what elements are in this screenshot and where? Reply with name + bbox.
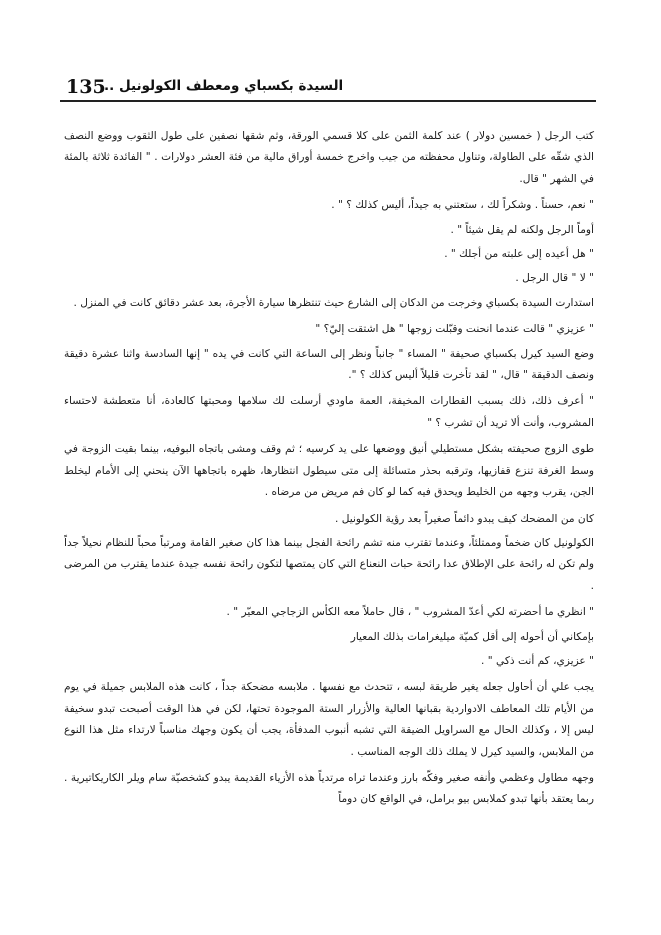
paragraph: " نعم، حسناً . وشكراً لك ، ستعتني به جيداً، أليس كذلك ؟ " . <box>331 199 594 212</box>
header-rule <box>60 100 596 102</box>
paragraph: كتب الرجل ( خمسين دولار ) عند كلمة الثمن على كلا قسمي الورقة، وثم شقها نصفين على طول الثقوب ووضع النصف الذي شقّه على الطاولة، وتناول محفظته من جيب واخرج خمسة أوراق مالية من فئة العشر دولارات . " الفائدة ثلاثة بالمئة في الشهر " قال. <box>64 130 594 185</box>
running-title: السيدة بكسباي ومعطف الكولونيل .. <box>104 78 344 94</box>
paragraph: " انظري ما أحضرته لكي أعدّ المشروب " ، قال حاملاً معه الكأس الزجاجي المعيّر " . <box>226 606 594 619</box>
paragraph: أوماً الرجل ولكنه لم يقل شيئاً " . <box>450 223 594 236</box>
page-number: 135 <box>66 76 106 98</box>
paragraph: بإمكاني أن أحوله إلى أقل كميّة ميليغرامات بذلك المعيار <box>350 630 594 643</box>
paragraph: وضع السيد كيرل بكسباي صحيفة " المساء " جانباً ونظر إلى الساعة التي كانت في يده " إنها السادسة واثنا عشرة دقيقة ونصف الدقيقة " قال، " لقد تأخرت قليلاً أليس كذلك ؟ ". <box>64 347 594 382</box>
paragraph: يجب علي أن أحاول جعله يغير طريقة لبسه ، تتحدث مع نفسها . ملابسه مضحكة جداً ، كانت هذه الملابس جميلة في يوم من الأيام تلك المعاطف الادواردية بقبانها العالية والأزرار الستة الموجودة تحتها، لكن في هذا الوقت أصبحت تبدو سخيفة ليس إلا ، وكذلك الحال مع السراويل الضيقة التي تشبه أنبوب المدفأة، يجب أن يكون وجهك مناسباً لارتداء مثل هذا النوع من الملابس، والسيد كيرل لا يملك ذلك الوجه المناسب . <box>64 681 594 758</box>
paragraph: " أعرف ذلك، ذلك بسبب القطارات المخيفة، العمة ماودي أرسلت لك سلامها ومحبتها كالعادة، أنا متعطشة لاحتساء المشروب، وأنت ألا تريد أن تشرب ؟ " <box>64 395 594 429</box>
paragraph: الكولونيل كان ضخماً وممتلئاً، وعندما تقترب منه تشم رائحة الفجل بينما هذا كان صغير القامة ومرتباً محباً للنظام نحيلاً جداً ولم تكن له رائحة على الإطلاق عدا رائحة حبات النعناع التي كان يمتصها لتكون رائحة نفسه جيدة عندما يقترب من المرضى . <box>64 536 594 592</box>
paragraph: " لا " قال الرجل . <box>515 272 594 285</box>
paragraph: طوى الزوج صحيفته بشكل مستطيلي أنيق ووضعها على يد كرسيه ؛ ثم وقف ومشى باتجاه البوفيه، بينما بقيت الزوجة في وسط الغرفة تنزع قفازيها، وترقبه بحذر متسائلة إلى متى سيطول انتظارها، ظهره باتجاهها الآن ينحني إلى الأمام ليخلط الجن، يقرب وجهه من الخليط ويحدق فيه كما لو كان فم مريض من مرضاه . <box>64 443 594 499</box>
body-text <box>64 126 594 816</box>
paragraph: " عزيزي، كم أنت ذكي " . <box>481 654 594 667</box>
paragraph: كان من المضحك كيف يبدو دائماً صغيراً بعد رؤية الكولونيل . <box>334 512 594 525</box>
paragraph: استدارت السيدة بكسباي وخرجت من الدكان إلى الشارع حيث تنتظرها سيارة الأجرة، بعد عشر دقائق كانت في المنزل . <box>73 296 594 309</box>
paragraph: وجهه مطاول وعظمي وأنفه صغير وفكّه بارز وعندما تراه مرتدياً هذه الأزياء القديمة يبدو كشخصيّة سام ويلر الكاريكاتيرية . ربما يعتقد بأنها تبدو كملابس بيو برامل، في الواقع كان دوماً <box>64 771 594 806</box>
paragraph: " هل أعيده إلى علبته من أجلك " . <box>444 248 594 261</box>
paragraph: " عزيزي " قالت عندما انحنت وقبّلت زوجها " هل اشتقت إليّ؟ " <box>315 323 594 336</box>
